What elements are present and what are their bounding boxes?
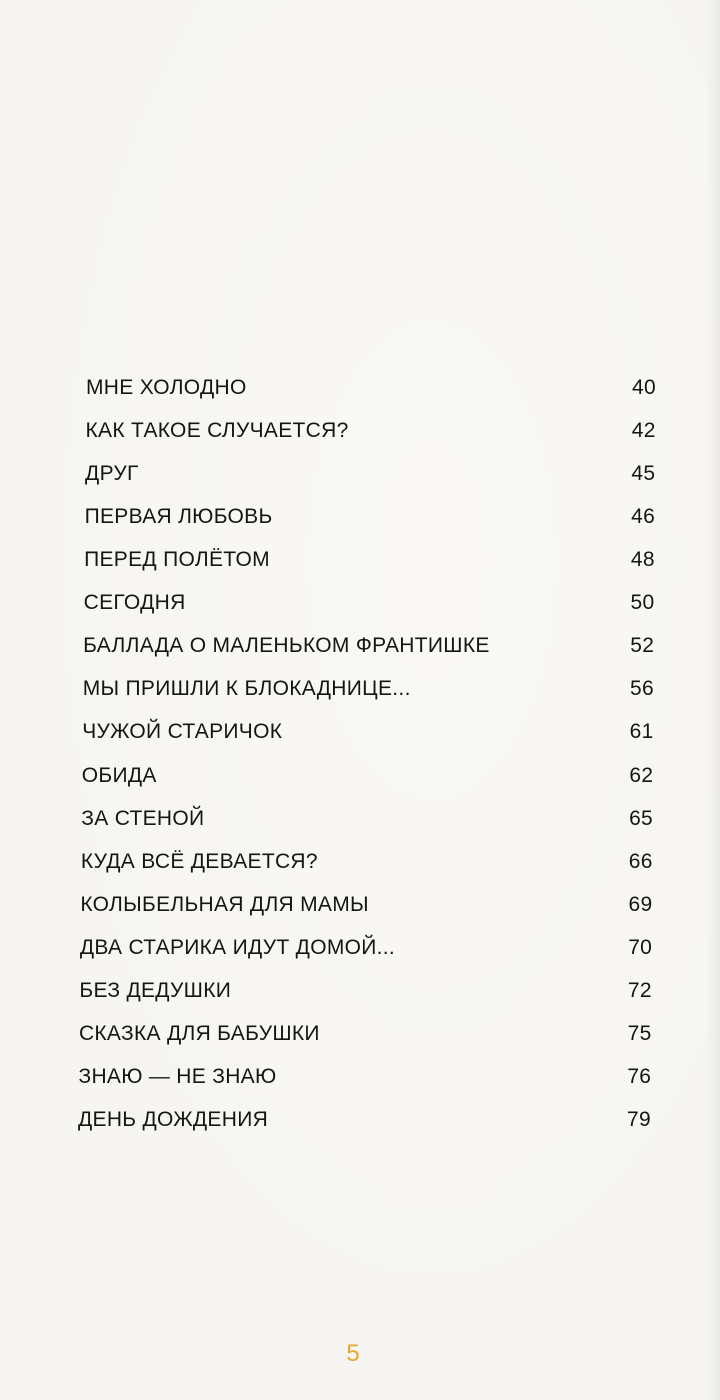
- toc-entry-page: 70: [628, 935, 653, 959]
- toc-entry: [86, 373, 656, 403]
- toc-entry-page: 52: [630, 634, 655, 658]
- toc-entry: [85, 502, 656, 532]
- toc-entry-title: КАК ТАКОЕ СЛУЧАЕТСЯ?: [85, 419, 349, 443]
- toc-entry-title: БАЛЛАДА О МАЛЕНЬКОМ ФРАНТИШКЕ: [83, 634, 490, 658]
- toc-entry-title: ЧУЖОЙ СТАРИЧОК: [82, 720, 283, 744]
- toc-entry-page: 72: [627, 978, 652, 1002]
- toc-entry: [80, 890, 652, 920]
- toc-entry-page: 46: [631, 505, 656, 529]
- toc-entry-title: ДЕНЬ ДОЖДЕНИЯ: [78, 1108, 269, 1131]
- toc-entry-title: СКАЗКА ДЛЯ БАБУШКИ: [78, 1021, 320, 1045]
- toc-entry-title: КУДА ВСЁ ДЕВАЕТСЯ?: [80, 849, 318, 873]
- toc-entry-title: ПЕРВАЯ ЛЮБОВЬ: [84, 505, 273, 529]
- toc-entry: [79, 1019, 652, 1049]
- toc-entry: [79, 976, 651, 1006]
- toc-entry-page: 42: [631, 419, 656, 443]
- toc-entry-title: ОБИДА: [81, 763, 157, 787]
- toc-entry: [82, 761, 654, 791]
- toc-entry-page: 56: [629, 677, 654, 701]
- toc-entry: [80, 933, 652, 963]
- toc-entry-page: 62: [629, 763, 654, 787]
- toc-entry-page: 65: [629, 806, 654, 830]
- toc-entry-page: 45: [631, 462, 656, 486]
- toc-entry: [82, 717, 653, 747]
- toc-entry-title: МЫ ПРИШЛИ К БЛОКАДНИЦЕ...: [82, 677, 411, 701]
- toc-entry-title: ЗА СТЕНОЙ: [81, 806, 205, 830]
- toc-entry: [78, 1062, 651, 1092]
- toc-entry-page: 50: [630, 591, 655, 615]
- toc-entry: [85, 459, 655, 489]
- toc-entry-page: 48: [630, 548, 655, 572]
- toc-entry: [86, 416, 656, 446]
- toc-entry: [83, 674, 654, 704]
- toc-entry-title: КОЛЫБЕЛЬНАЯ ДЛЯ МАМЫ: [80, 892, 369, 916]
- toc-entry-page: 66: [628, 849, 653, 873]
- toc-entry: [84, 545, 655, 575]
- toc-entry: [84, 588, 655, 618]
- toc-entry-page: 61: [629, 720, 654, 744]
- toc-entry-title: ДВА СТАРИКА ИДУТ ДОМОЙ...: [79, 935, 396, 959]
- toc-entry-page: 40: [632, 376, 656, 399]
- toc-entry: [81, 804, 653, 834]
- toc-entry: [78, 1105, 651, 1135]
- toc-entry-title: ЗНАЮ — НЕ ЗНАЮ: [78, 1064, 277, 1088]
- toc-entry-title: МНЕ ХОЛОДНО: [86, 376, 247, 399]
- toc-entry: [83, 631, 654, 661]
- toc-entry-title: СЕГОДНЯ: [83, 591, 186, 615]
- page-number: 5: [346, 1340, 360, 1367]
- toc-entry-title: БЕЗ ДЕДУШКИ: [79, 978, 232, 1002]
- toc-entry: [81, 847, 653, 877]
- toc-entry-page: 75: [627, 1021, 652, 1045]
- toc-entry-page: 76: [627, 1064, 652, 1088]
- toc-entry-title: ПЕРЕД ПОЛЁТОМ: [84, 548, 270, 572]
- toc-entry-title: ДРУГ: [85, 462, 139, 486]
- toc-entry-page: 69: [628, 892, 653, 916]
- toc-entry-page: 79: [627, 1108, 651, 1131]
